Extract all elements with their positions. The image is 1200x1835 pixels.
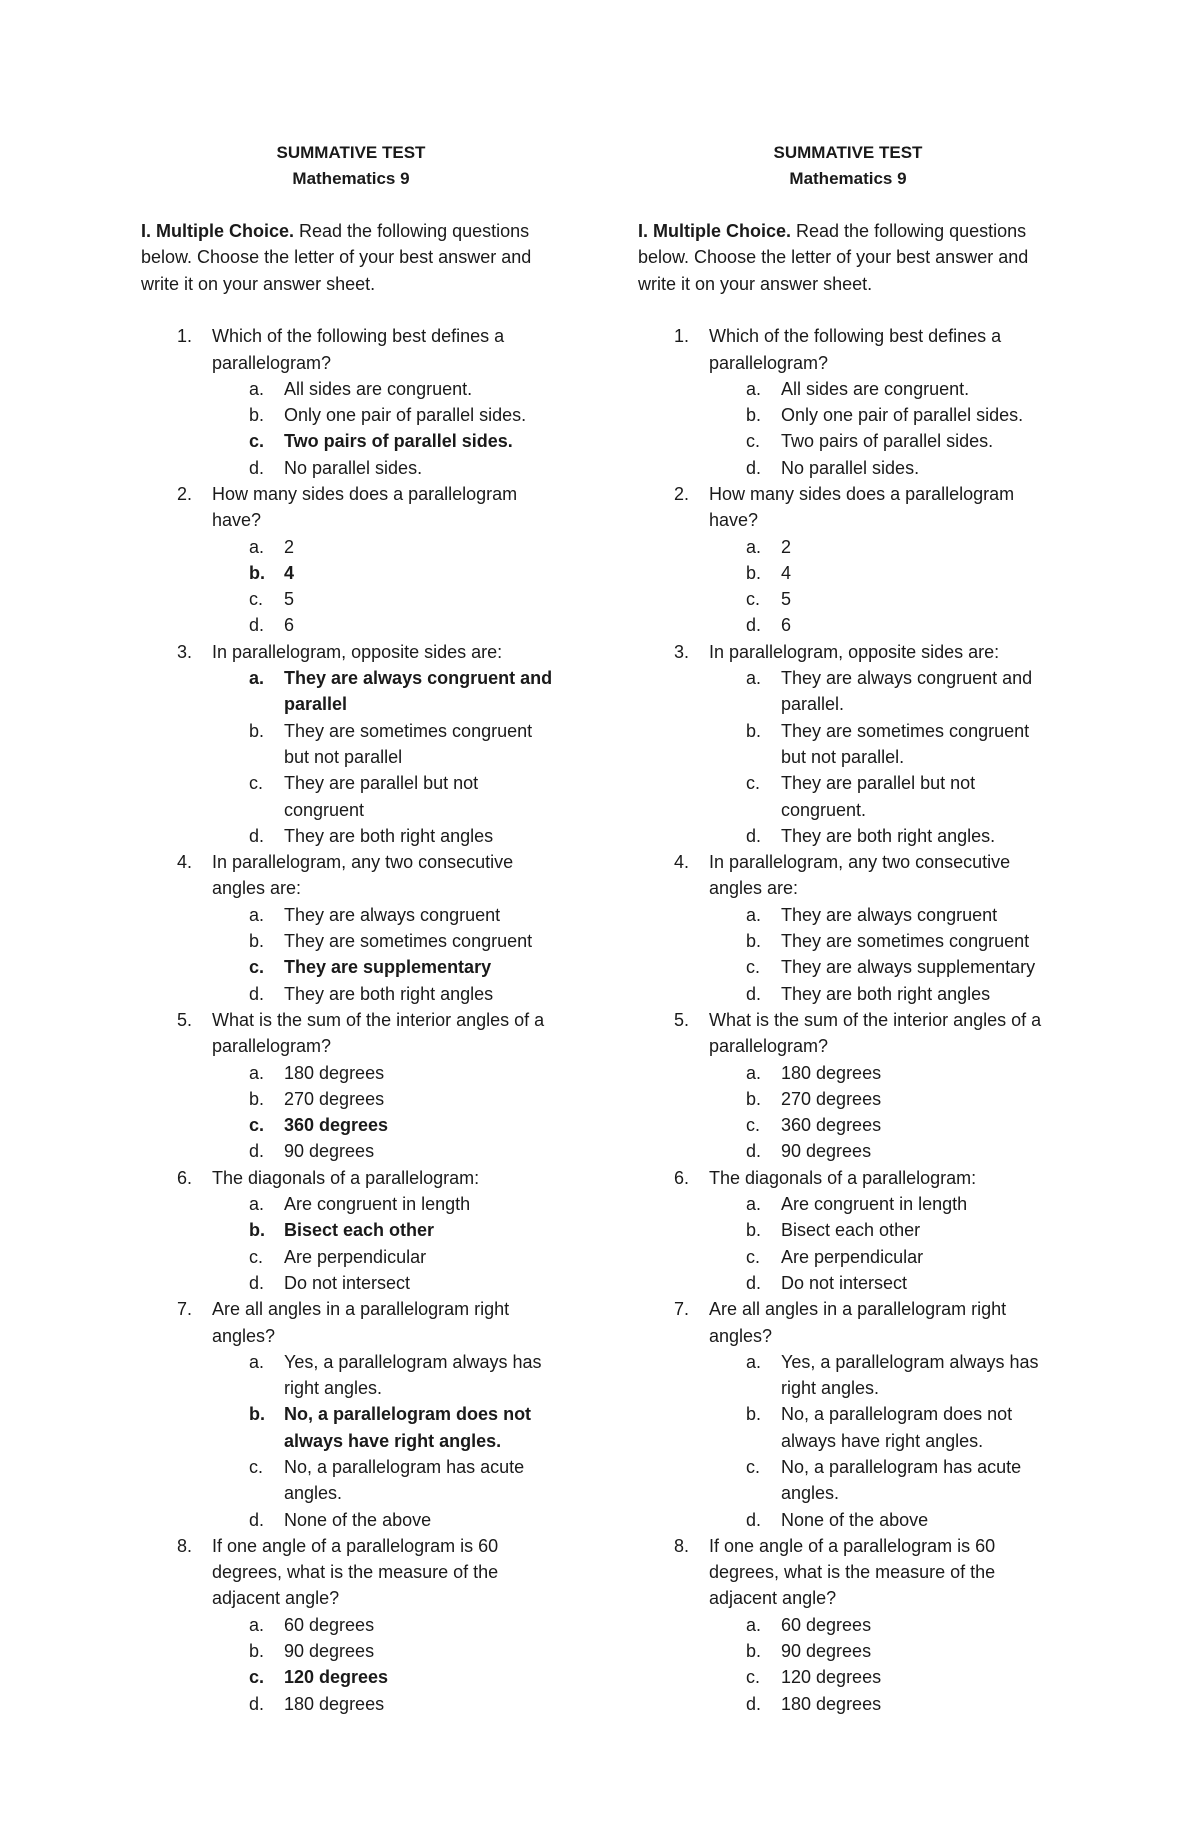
choice-item	[141, 1060, 561, 1086]
question-line	[141, 1007, 561, 1060]
choice-text: They are sometimes congruent	[781, 931, 1030, 952]
question-number: 7.	[674, 1299, 690, 1320]
choice-text: 360 degrees	[781, 1115, 882, 1136]
question-text: Which of the following best defines a parallelogram?	[709, 326, 1002, 373]
choice-letter: d.	[249, 457, 265, 478]
choice-text: Only one pair of parallel sides.	[781, 405, 1024, 426]
choice-text: Do not intersect	[284, 1272, 411, 1293]
question-item	[638, 639, 1058, 849]
question-number: 8.	[177, 1535, 193, 1556]
question-text: How many sides does a parallelogram have?	[709, 484, 1015, 531]
question-number: 3.	[674, 641, 690, 662]
choice-item	[638, 1612, 1058, 1638]
question-text: Are all angles in a parallelogram right angles?	[709, 1299, 1007, 1346]
question-item	[638, 1533, 1058, 1717]
choice-item	[638, 1270, 1058, 1296]
choice-item	[141, 586, 561, 612]
question-text: In parallelogram, opposite sides are:	[212, 641, 503, 662]
choice-text: Are perpendicular	[284, 1246, 427, 1267]
choice-item	[141, 1244, 561, 1270]
choice-letter: a.	[746, 1062, 762, 1083]
choice-letter: b.	[249, 1404, 265, 1425]
choice-text: They are both right angles	[781, 983, 991, 1004]
choice-item	[141, 612, 561, 638]
choice-text: 120 degrees	[781, 1667, 882, 1688]
section-heading: I. Multiple Choice.	[141, 221, 295, 241]
question-line	[638, 639, 1058, 665]
choice-letter: c.	[249, 589, 264, 610]
choice-letter: c.	[746, 773, 761, 794]
question-line	[141, 849, 561, 902]
choice-text: They are always congruent and parallel	[284, 668, 553, 715]
question-item	[638, 1296, 1058, 1533]
question-item	[638, 323, 1058, 481]
choice-item	[638, 1060, 1058, 1086]
choice-text: No parallel sides.	[781, 457, 920, 478]
choice-item	[141, 981, 561, 1007]
question-item	[141, 849, 561, 1007]
choice-letter: a.	[746, 904, 762, 925]
choice-text: No, a parallelogram has acute angles.	[781, 1456, 1022, 1504]
choice-text: 180 degrees	[781, 1062, 882, 1083]
student-copy-column	[638, 140, 1058, 1717]
test-subject: Mathematics 9	[292, 169, 410, 188]
choice-item	[638, 534, 1058, 560]
question-line	[638, 323, 1058, 376]
choice-text: They are supplementary	[284, 957, 492, 978]
choice-correct-answer	[141, 560, 561, 586]
test-title: SUMMATIVE TEST	[276, 143, 426, 162]
choice-letter: b.	[249, 720, 265, 741]
choice-item	[141, 1691, 561, 1717]
choice-text: No, a parallelogram does not always have right angles.	[284, 1404, 532, 1451]
choice-item	[141, 1349, 561, 1402]
question-number: 1.	[674, 326, 690, 347]
question-text: If one angle of a parallelogram is 60 degrees, what is the measure of the adjacent angle?	[709, 1535, 996, 1609]
choice-letter: a.	[746, 378, 762, 399]
choice-item	[141, 928, 561, 954]
question-number: 7.	[177, 1299, 193, 1320]
question-item	[141, 1296, 561, 1533]
choice-item	[141, 1086, 561, 1112]
choice-text: 60 degrees	[284, 1614, 375, 1635]
choice-item	[638, 455, 1058, 481]
choice-item	[141, 1638, 561, 1664]
choice-item	[141, 1507, 561, 1533]
question-line	[638, 1007, 1058, 1060]
choice-letter: d.	[746, 825, 762, 846]
choice-text: 180 degrees	[284, 1062, 385, 1083]
choice-letter: b.	[249, 1641, 265, 1662]
question-item	[141, 639, 561, 849]
choice-letter: a.	[746, 668, 762, 689]
choice-letter: c.	[746, 1246, 761, 1267]
choice-item	[638, 1401, 1058, 1454]
choice-letter: a.	[746, 536, 762, 557]
choice-correct-answer	[141, 1401, 561, 1454]
choice-text: They are parallel but not congruent	[284, 773, 479, 820]
question-line	[638, 481, 1058, 534]
choice-letter: b.	[746, 720, 762, 741]
choice-item	[141, 823, 561, 849]
choice-item	[638, 612, 1058, 638]
choice-text: They are sometimes congruent but not parallel	[284, 720, 533, 767]
question-line	[141, 1533, 561, 1612]
choice-text: Do not intersect	[781, 1272, 908, 1293]
choice-item	[638, 1664, 1058, 1690]
question-text: What is the sum of the interior angles of a parallelogram?	[212, 1009, 545, 1057]
choice-letter: c.	[746, 1456, 761, 1477]
instructions-text: Read the following questions below. Choose the letter of your best answer and write it on your answer sheet.	[638, 221, 1029, 294]
choice-letter: d.	[249, 1272, 265, 1293]
question-number: 5.	[177, 1009, 193, 1030]
choice-text: Are congruent in length	[284, 1194, 471, 1215]
choice-text: Only one pair of parallel sides.	[284, 405, 527, 426]
question-text: The diagonals of a parallelogram:	[212, 1167, 480, 1188]
question-item	[141, 1007, 561, 1165]
choice-text: 2	[284, 536, 295, 557]
choice-letter: d.	[746, 615, 762, 636]
choice-item	[638, 1454, 1058, 1507]
choice-letter: d.	[249, 983, 265, 1004]
choice-text: No parallel sides.	[284, 457, 423, 478]
choice-item	[638, 665, 1058, 718]
choice-letter: a.	[249, 378, 265, 399]
choice-correct-answer	[141, 428, 561, 454]
question-item	[141, 1165, 561, 1296]
choice-item	[638, 1507, 1058, 1533]
choice-text: 360 degrees	[284, 1115, 389, 1136]
question-list	[141, 323, 561, 1717]
choice-letter: b.	[249, 562, 265, 583]
choice-text: They are sometimes congruent	[284, 931, 533, 952]
choice-letter: b.	[249, 931, 265, 952]
choice-item	[638, 1244, 1058, 1270]
question-item	[141, 1533, 561, 1717]
choice-letter: b.	[249, 405, 265, 426]
question-line	[141, 639, 561, 665]
choice-item	[638, 954, 1058, 980]
question-item	[638, 1007, 1058, 1165]
choice-correct-answer	[141, 1664, 561, 1690]
choice-item	[141, 534, 561, 560]
instructions-text: Read the following questions below. Choose the letter of your best answer and write it on your answer sheet.	[141, 221, 532, 294]
choice-letter: d.	[746, 1509, 762, 1530]
question-line	[141, 1296, 561, 1349]
choice-text: None of the above	[781, 1509, 929, 1530]
choice-text: 2	[781, 536, 792, 557]
choice-correct-answer	[141, 665, 561, 718]
choice-item	[141, 1612, 561, 1638]
answer-key-column	[141, 140, 561, 1717]
choice-item	[638, 1112, 1058, 1138]
choice-item	[638, 1691, 1058, 1717]
choice-text: Two pairs of parallel sides.	[781, 431, 994, 452]
choice-letter: a.	[249, 1351, 265, 1372]
choice-item	[638, 718, 1058, 771]
section-heading: I. Multiple Choice.	[638, 221, 792, 241]
question-line	[638, 849, 1058, 902]
choice-letter: c.	[746, 957, 761, 978]
question-text: In parallelogram, any two consecutive angles are:	[709, 852, 1011, 899]
question-text: The diagonals of a parallelogram:	[709, 1167, 977, 1188]
choice-letter: c.	[746, 431, 761, 452]
choice-text: 5	[284, 589, 295, 610]
choice-item	[638, 1349, 1058, 1402]
choice-letter: a.	[249, 1194, 265, 1215]
choice-letter: a.	[746, 1614, 762, 1635]
test-header	[638, 140, 1058, 192]
choice-letter: c.	[249, 1456, 264, 1477]
choice-letter: c.	[249, 957, 265, 978]
choice-letter: c.	[746, 1667, 761, 1688]
choice-text: Bisect each other	[781, 1220, 921, 1241]
choice-letter: c.	[249, 773, 264, 794]
choice-correct-answer	[141, 1112, 561, 1138]
choice-item	[141, 1138, 561, 1164]
choice-letter: a.	[249, 904, 265, 925]
choice-item	[638, 586, 1058, 612]
choice-text: 270 degrees	[781, 1088, 882, 1109]
question-item	[141, 481, 561, 639]
choice-item	[638, 928, 1058, 954]
choice-letter: d.	[746, 1272, 762, 1293]
question-line	[638, 1533, 1058, 1612]
choice-letter: c.	[249, 431, 265, 452]
question-text: How many sides does a parallelogram have?	[212, 484, 518, 531]
choice-item	[638, 1217, 1058, 1243]
choice-text: 180 degrees	[781, 1693, 882, 1714]
choice-text: They are both right angles	[284, 825, 494, 846]
test-header	[141, 140, 561, 192]
choice-text: 90 degrees	[284, 1141, 375, 1162]
choice-text: All sides are congruent.	[781, 378, 970, 399]
choice-item	[141, 1454, 561, 1507]
choice-item	[638, 1638, 1058, 1664]
choice-item	[141, 1270, 561, 1296]
choice-letter: d.	[746, 983, 762, 1004]
choice-letter: a.	[249, 668, 265, 689]
question-text: In parallelogram, any two consecutive angles are:	[212, 852, 514, 899]
question-text: Which of the following best defines a parallelogram?	[212, 326, 505, 373]
question-number: 4.	[674, 852, 690, 873]
question-list	[638, 323, 1058, 1717]
choice-item	[638, 402, 1058, 428]
question-number: 1.	[177, 326, 193, 347]
question-text: In parallelogram, opposite sides are:	[709, 641, 1000, 662]
choice-letter: b.	[746, 931, 762, 952]
choice-text: 90 degrees	[284, 1641, 375, 1662]
choice-letter: b.	[746, 1220, 762, 1241]
choice-text: They are always supplementary	[781, 957, 1036, 978]
question-line	[638, 1296, 1058, 1349]
choice-text: 4	[781, 562, 792, 583]
question-text: Are all angles in a parallelogram right angles?	[212, 1299, 510, 1346]
choice-letter: a.	[746, 1194, 762, 1215]
choice-letter: d.	[746, 457, 762, 478]
choice-item	[638, 823, 1058, 849]
choice-text: No, a parallelogram does not always have right angles.	[781, 1404, 1013, 1451]
question-number: 8.	[674, 1535, 690, 1556]
choice-text: 4	[284, 562, 295, 583]
choice-text: None of the above	[284, 1509, 432, 1530]
question-number: 5.	[674, 1009, 690, 1030]
choice-correct-answer	[141, 954, 561, 980]
choice-text: They are both right angles.	[781, 825, 996, 846]
choice-letter: d.	[746, 1693, 762, 1714]
choice-item	[638, 560, 1058, 586]
question-line	[141, 481, 561, 534]
choice-letter: a.	[746, 1351, 762, 1372]
choice-letter: b.	[249, 1088, 265, 1109]
choice-text: Yes, a parallelogram always has right angles.	[781, 1351, 1039, 1399]
choice-text: 270 degrees	[284, 1088, 385, 1109]
question-number: 3.	[177, 641, 193, 662]
choice-letter: d.	[249, 615, 265, 636]
choice-letter: a.	[249, 536, 265, 557]
choice-item	[141, 376, 561, 402]
choice-item	[141, 455, 561, 481]
choice-item	[141, 402, 561, 428]
question-text: What is the sum of the interior angles of a parallelogram?	[709, 1009, 1042, 1057]
question-number: 6.	[177, 1167, 193, 1188]
choice-item	[638, 1086, 1058, 1112]
choice-text: 90 degrees	[781, 1141, 872, 1162]
question-item	[141, 323, 561, 481]
question-line	[141, 1165, 561, 1191]
choice-letter: b.	[249, 1220, 265, 1241]
choice-letter: d.	[746, 1141, 762, 1162]
choice-letter: c.	[249, 1115, 265, 1136]
choice-item	[638, 1191, 1058, 1217]
choice-letter: b.	[746, 1088, 762, 1109]
question-number: 4.	[177, 852, 193, 873]
choice-letter: c.	[249, 1246, 264, 1267]
choice-text: 6	[781, 615, 792, 636]
choice-letter: d.	[249, 1693, 265, 1714]
choice-letter: b.	[746, 1641, 762, 1662]
choice-text: Yes, a parallelogram always has right angles.	[284, 1351, 542, 1399]
choice-text: Are congruent in length	[781, 1194, 968, 1215]
choice-item	[141, 718, 561, 771]
choice-letter: b.	[746, 1404, 762, 1425]
choice-text: They are always congruent	[284, 904, 501, 925]
choice-item	[638, 428, 1058, 454]
choice-text: 6	[284, 615, 295, 636]
choice-item	[638, 376, 1058, 402]
choice-letter: c.	[249, 1667, 265, 1688]
choice-item	[141, 770, 561, 823]
choice-text: 120 degrees	[284, 1667, 389, 1688]
choice-letter: c.	[746, 589, 761, 610]
choice-item	[141, 902, 561, 928]
choice-text: 5	[781, 589, 792, 610]
choice-item	[638, 981, 1058, 1007]
choice-text: 90 degrees	[781, 1641, 872, 1662]
choice-letter: a.	[249, 1062, 265, 1083]
question-item	[638, 481, 1058, 639]
choice-letter: d.	[249, 1141, 265, 1162]
choice-letter: b.	[746, 562, 762, 583]
choice-text: 60 degrees	[781, 1614, 872, 1635]
choice-letter: b.	[746, 405, 762, 426]
question-number: 6.	[674, 1167, 690, 1188]
choice-text: Two pairs of parallel sides.	[284, 431, 513, 452]
choice-text: They are both right angles	[284, 983, 494, 1004]
choice-letter: d.	[249, 825, 265, 846]
choice-correct-answer	[141, 1217, 561, 1243]
choice-text: Are perpendicular	[781, 1246, 924, 1267]
choice-item	[638, 902, 1058, 928]
question-text: If one angle of a parallelogram is 60 degrees, what is the measure of the adjacent angle?	[212, 1535, 499, 1609]
choice-letter: c.	[746, 1115, 761, 1136]
choice-letter: d.	[249, 1509, 265, 1530]
choice-letter: a.	[249, 1614, 265, 1635]
question-item	[638, 1165, 1058, 1296]
test-subject: Mathematics 9	[789, 169, 907, 188]
choice-text: They are sometimes congruent but not parallel.	[781, 720, 1030, 767]
choice-text: They are always congruent	[781, 904, 998, 925]
choice-text: 180 degrees	[284, 1693, 385, 1714]
choice-text: Bisect each other	[284, 1220, 435, 1241]
instructions	[141, 218, 561, 297]
question-line	[141, 323, 561, 376]
instructions	[638, 218, 1058, 297]
question-item	[638, 849, 1058, 1007]
choice-text: They are parallel but not congruent.	[781, 773, 976, 820]
question-number: 2.	[674, 484, 690, 504]
choice-item	[638, 770, 1058, 823]
choice-text: They are always congruent and parallel.	[781, 668, 1033, 715]
test-title: SUMMATIVE TEST	[773, 143, 923, 162]
question-line	[638, 1165, 1058, 1191]
choice-text: No, a parallelogram has acute angles.	[284, 1456, 525, 1504]
question-number: 2.	[177, 484, 193, 504]
choice-item	[141, 1191, 561, 1217]
choice-text: All sides are congruent.	[284, 378, 473, 399]
choice-item	[638, 1138, 1058, 1164]
